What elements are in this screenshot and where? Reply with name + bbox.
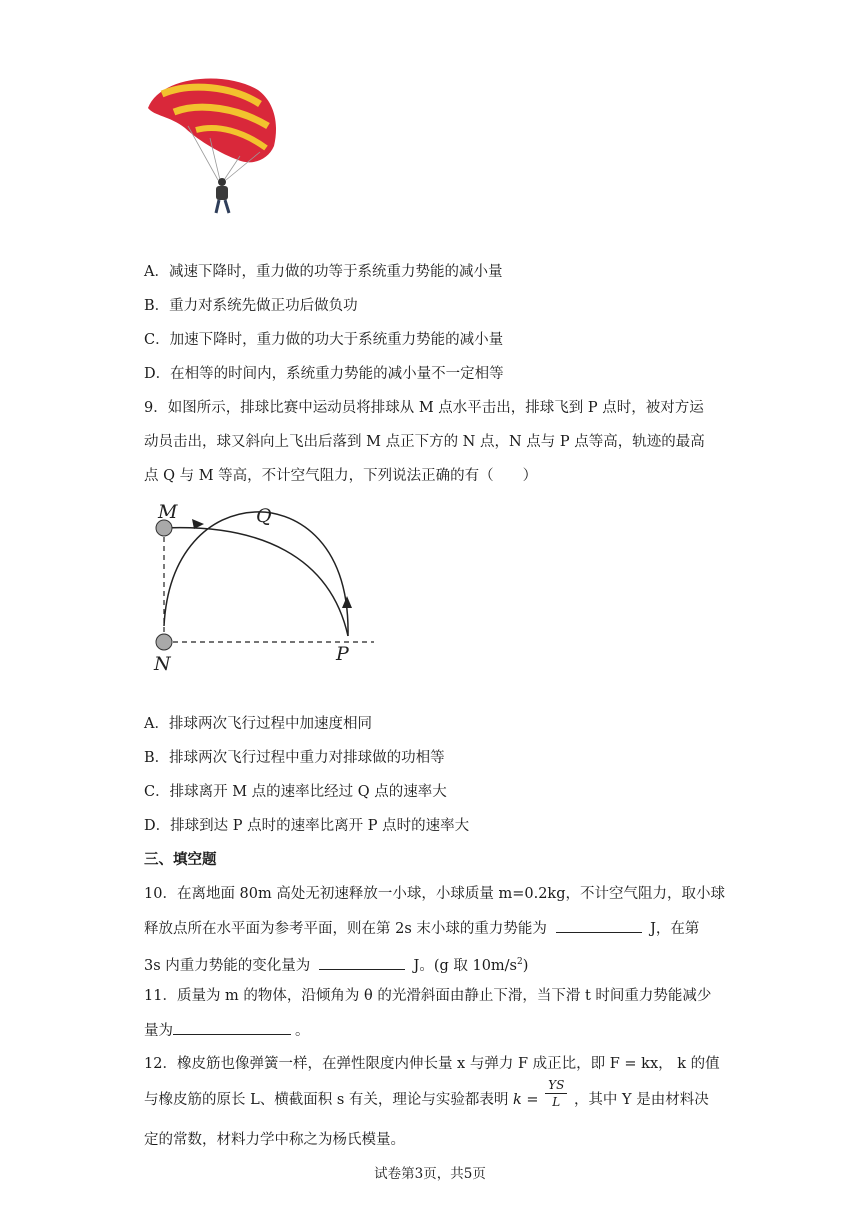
parachutist-head bbox=[218, 178, 226, 186]
formula-numerator: YS bbox=[545, 1077, 567, 1094]
parachute-illustration bbox=[140, 68, 290, 218]
q12-text: ，其中 Y 是由材料决 bbox=[573, 1092, 709, 1108]
q10-superscript: 2 bbox=[517, 957, 523, 967]
q8-option-c: C．加速下降时，重力做的功大于系统重力势能的减小量 bbox=[144, 332, 504, 348]
label-n: N bbox=[154, 653, 171, 675]
q10-text: ) bbox=[522, 957, 529, 974]
q8-option-d: D．在相等的时间内，系统重力势能的减小量不一定相等 bbox=[144, 366, 504, 382]
q10-line-2 bbox=[144, 918, 699, 939]
label-m: M bbox=[158, 501, 178, 523]
q9-option-c: C．排球离开 M 点的速率比经过 Q 点的速率大 bbox=[144, 784, 447, 800]
q11-text: 量为 bbox=[144, 1023, 173, 1039]
q10-line-1: 10．在离地面 80m 高处无初速释放一小球，小球质量 m=0.2kg，不计空气阻力，取小球 bbox=[144, 886, 726, 902]
q10-text: 3s 内重力势能的变化量为 bbox=[144, 957, 311, 974]
q11-line-2 bbox=[144, 1020, 310, 1041]
q11-text: 。 bbox=[295, 1023, 310, 1039]
parachutist-legs bbox=[216, 200, 229, 213]
q9-stem-line-3: 点 Q 与 M 等高，不计空气阻力，下列说法正确的有（ ） bbox=[144, 468, 538, 484]
trajectory-p-to-n bbox=[164, 512, 348, 636]
q9-option-d: D．排球到达 P 点时的速率比离开 P 点时的速率大 bbox=[144, 818, 470, 834]
section-heading-fill-in: 三、填空题 bbox=[144, 851, 217, 868]
q12-line-1: 12．橡皮筋也像弹簧一样，在弹性限度内伸长量 x 与弹力 F 成正比，即 F = kx， k 的值 bbox=[144, 1056, 720, 1072]
q10-text: 释放点所在水平面为参考平面，则在第 2s 末小球的重力势能为 bbox=[144, 921, 547, 937]
q8-option-a: A．减速下降时，重力做的功等于系统重力势能的减小量 bbox=[144, 264, 503, 280]
q11-line-1: 11．质量为 m 的物体，沿倾角为 θ 的光滑斜面由静止下滑，当下滑 t 时间重力势能减少 bbox=[144, 988, 712, 1004]
q9-option-a: A．排球两次飞行过程中加速度相同 bbox=[144, 716, 372, 732]
q12-line-3: 定的常数，材料力学中称之为杨氏模量。 bbox=[144, 1132, 405, 1148]
formula-fraction bbox=[545, 1077, 567, 1110]
ball-n bbox=[156, 634, 172, 650]
q11-blank[interactable] bbox=[173, 1020, 291, 1035]
q8-option-b: B．重力对系统先做正功后做负功 bbox=[144, 298, 358, 314]
page-footer: 试卷第3页，共5页 bbox=[374, 1166, 486, 1182]
arrow-head-up bbox=[342, 596, 352, 608]
q12-text: 与橡皮筋的原长 L、横截面积 s 有关，理论与实验都表明 bbox=[144, 1092, 509, 1108]
q10-blank-2[interactable] bbox=[319, 955, 405, 970]
q10-text: J。(g 取 10m/s bbox=[413, 957, 517, 974]
parachutist-body bbox=[216, 186, 228, 200]
q9-option-b: B．排球两次飞行过程中重力对排球做的功相等 bbox=[144, 750, 445, 766]
q10-text: J，在第 bbox=[650, 921, 700, 937]
label-p: P bbox=[336, 643, 349, 665]
label-q: Q bbox=[256, 505, 272, 527]
q9-stem-line-2: 动员击出，球又斜向上飞出后落到 M 点正下方的 N 点，N 点与 P 点等高，轨迹的最高 bbox=[144, 434, 705, 450]
q10-line-3 bbox=[144, 952, 528, 976]
q12-line-2 bbox=[144, 1077, 709, 1110]
trajectory-diagram bbox=[140, 496, 390, 676]
q9-stem-line-1: 9．如图所示，排球比赛中运动员将排球从 M 点水平击出，排球飞到 P 点时，被对方运 bbox=[144, 400, 704, 416]
formula-denominator: L bbox=[552, 1094, 561, 1109]
q10-blank-1[interactable] bbox=[556, 918, 642, 933]
formula-lhs: k = bbox=[513, 1092, 539, 1108]
